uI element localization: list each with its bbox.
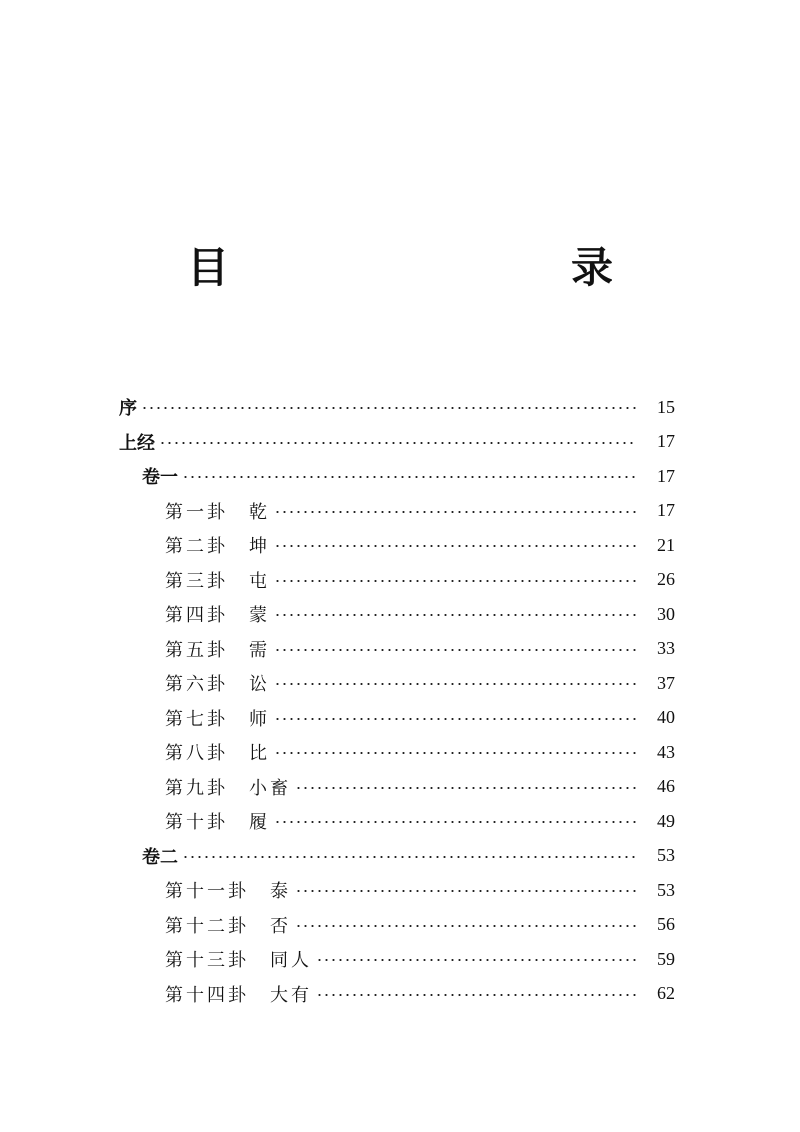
toc-entry[interactable]	[0, 839, 800, 874]
toc-entry-label: 第十一卦 泰	[165, 881, 291, 903]
dot-leader	[274, 649, 637, 651]
toc-entry-label: 第九卦 小畜	[165, 777, 291, 799]
toc-entry-label: 卷一	[142, 467, 178, 489]
toc-entry[interactable]	[0, 804, 800, 839]
toc-entry-page: 17	[657, 431, 675, 452]
dot-leader	[316, 959, 637, 961]
toc-entry[interactable]	[0, 942, 800, 977]
toc-entry-label: 第十四卦 大有	[165, 984, 312, 1006]
toc-entry-page: 37	[657, 672, 675, 693]
toc-entry-label: 卷二	[142, 846, 178, 868]
toc-entry-label: 序	[119, 398, 137, 420]
toc-entry-page: 26	[657, 569, 675, 590]
toc-entry[interactable]	[0, 390, 800, 425]
toc-entry[interactable]	[0, 597, 800, 632]
toc-entry[interactable]	[0, 425, 800, 460]
toc-entry-label: 第四卦 蒙	[165, 605, 270, 627]
toc-entry[interactable]	[0, 632, 800, 667]
toc-entry-page: 46	[657, 776, 675, 797]
toc-entry-label: 第十卦 履	[165, 812, 270, 834]
toc-entry-page: 49	[657, 810, 675, 831]
toc-entry-page: 33	[657, 638, 675, 659]
toc-entry-page: 17	[657, 465, 675, 486]
toc-entry[interactable]	[0, 666, 800, 701]
dot-leader	[295, 890, 637, 892]
dot-leader	[274, 614, 637, 616]
dot-leader	[295, 925, 637, 927]
toc-entry-page: 30	[657, 603, 675, 624]
toc-entry[interactable]	[0, 908, 800, 943]
toc-entry-label: 第三卦 屯	[165, 570, 270, 592]
toc-entry[interactable]	[0, 977, 800, 1012]
toc-entry[interactable]	[0, 459, 800, 494]
toc-entry-page: 40	[657, 707, 675, 728]
dot-leader	[274, 718, 637, 720]
toc-entry-page: 17	[657, 500, 675, 521]
toc-entry-label: 第十二卦 否	[165, 915, 291, 937]
toc-entry[interactable]	[0, 770, 800, 805]
dot-leader	[274, 821, 637, 823]
table-of-contents	[0, 390, 800, 1011]
toc-entry-label: 上经	[119, 432, 155, 454]
dot-leader	[159, 442, 637, 444]
toc-entry-page: 62	[657, 983, 675, 1004]
toc-entry[interactable]	[0, 563, 800, 598]
dot-leader	[316, 994, 637, 996]
toc-entry[interactable]	[0, 528, 800, 563]
toc-entry-label: 第二卦 坤	[165, 536, 270, 558]
dot-leader	[274, 545, 637, 547]
dot-leader	[295, 787, 637, 789]
dot-leader	[182, 476, 637, 478]
dot-leader	[274, 752, 637, 754]
toc-entry[interactable]	[0, 494, 800, 529]
toc-entry-page: 15	[657, 396, 675, 417]
dot-leader	[274, 683, 637, 685]
toc-entry-label: 第五卦 需	[165, 639, 270, 661]
toc-entry[interactable]	[0, 701, 800, 736]
toc-entry-page: 56	[657, 914, 675, 935]
dot-leader	[274, 511, 637, 513]
toc-entry-page: 53	[657, 879, 675, 900]
toc-entry-page: 21	[657, 534, 675, 555]
toc-entry-page: 43	[657, 741, 675, 762]
toc-entry[interactable]	[0, 873, 800, 908]
page-title: 目 录	[186, 243, 699, 292]
dot-leader	[182, 856, 637, 858]
dot-leader	[141, 407, 637, 409]
dot-leader	[274, 580, 637, 582]
toc-entry-label: 第七卦 师	[165, 708, 270, 730]
toc-entry-label: 第六卦 讼	[165, 674, 270, 696]
toc-entry-page: 59	[657, 948, 675, 969]
toc-entry[interactable]	[0, 735, 800, 770]
toc-entry-label: 第十三卦 同人	[165, 950, 312, 972]
toc-entry-label: 第八卦 比	[165, 743, 270, 765]
toc-entry-page: 53	[657, 845, 675, 866]
toc-entry-label: 第一卦 乾	[165, 501, 270, 523]
